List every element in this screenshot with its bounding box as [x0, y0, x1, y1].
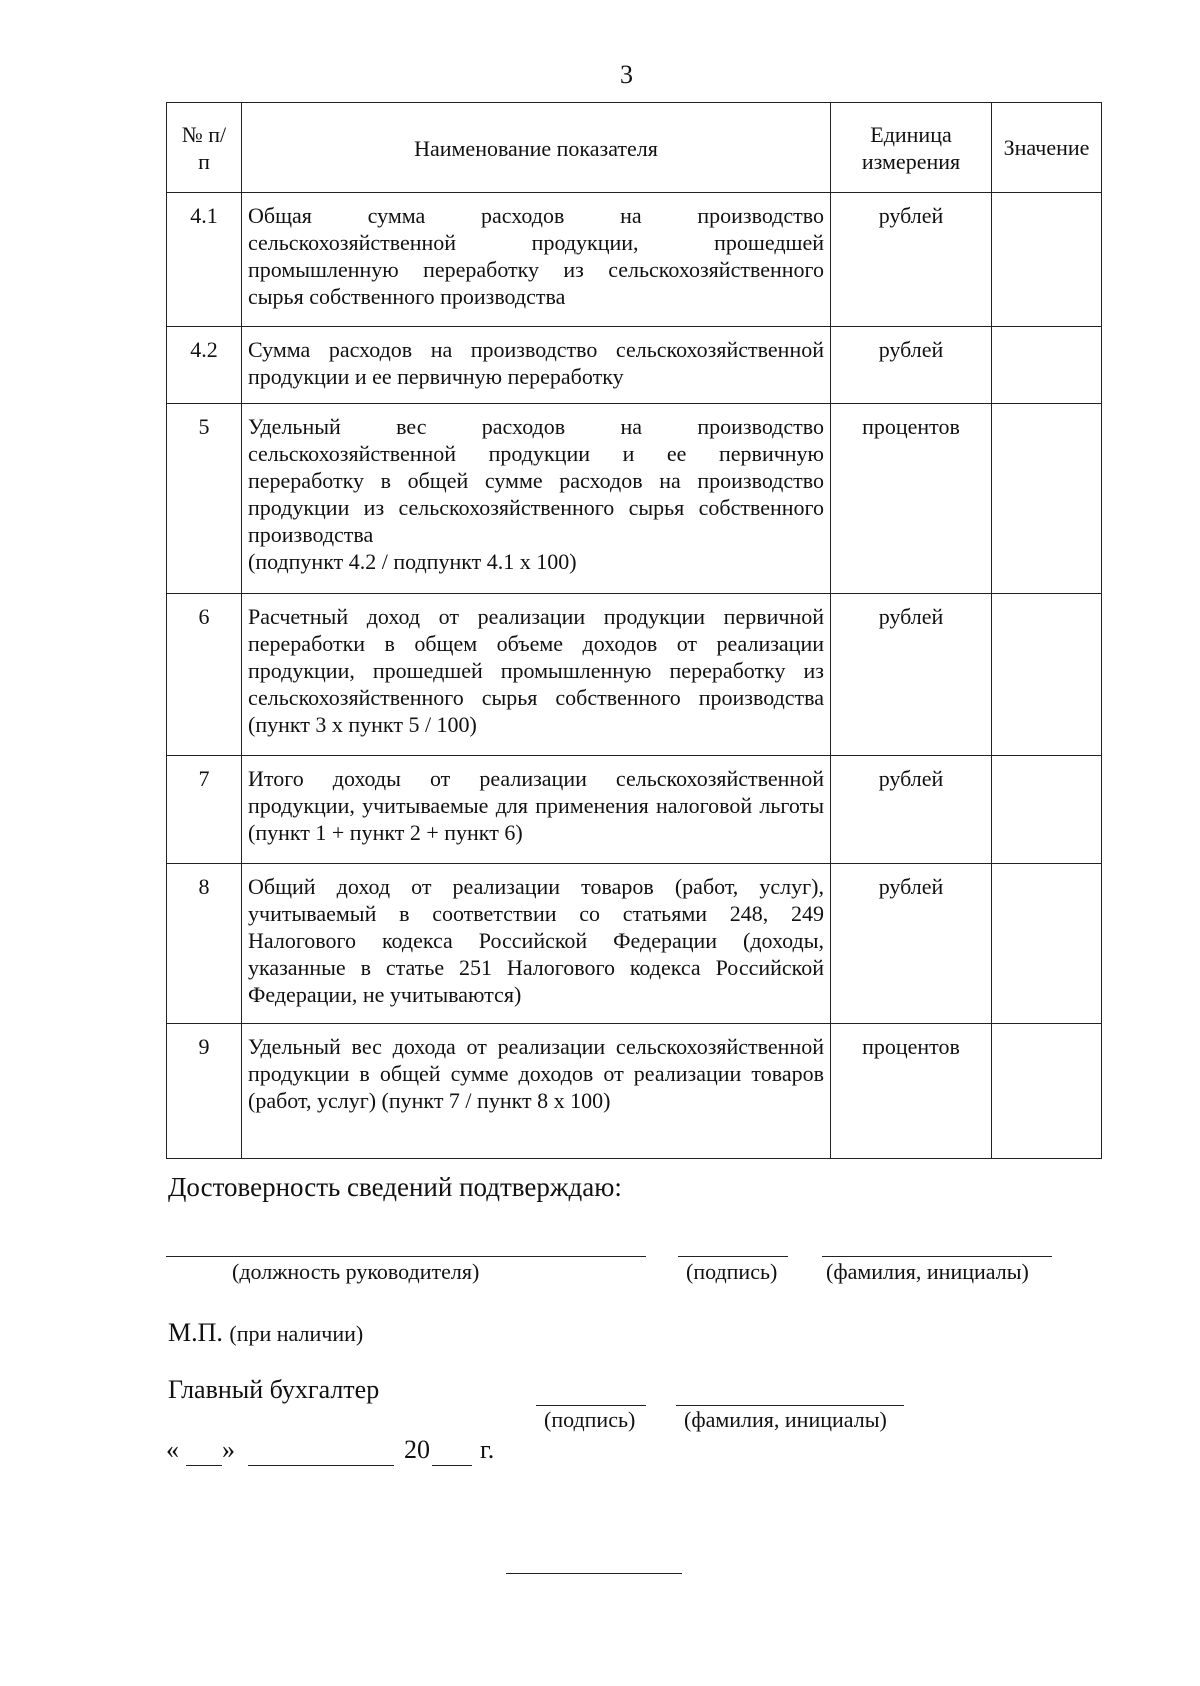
row-unit: рублей [831, 327, 992, 404]
header-value: Значение [992, 103, 1102, 193]
table-row [167, 756, 1102, 864]
date-day-line[interactable] [186, 1465, 222, 1466]
row-num: 6 [167, 594, 242, 756]
acc-signature-line[interactable] [536, 1405, 646, 1406]
row-value[interactable] [992, 404, 1102, 594]
confirmation-statement: Достоверность сведений подтверждаю: [168, 1172, 622, 1202]
row-value[interactable] [992, 1024, 1102, 1159]
position-line[interactable] [166, 1256, 646, 1257]
table-header-row [167, 103, 1102, 193]
end-divider [506, 1573, 682, 1574]
name-caption: (фамилия, инициалы) [826, 1259, 1029, 1284]
chief-accountant-label: Главный бухгалтер [168, 1375, 380, 1404]
date-year-suffix: г. [480, 1435, 495, 1464]
acc-name-caption: (фамилия, инициалы) [684, 1407, 887, 1432]
table-row [167, 327, 1102, 404]
acc-signature-caption: (подпись) [544, 1407, 636, 1432]
stamp-note: (при наличии) [229, 1321, 364, 1346]
row-name: Сумма расходов на производство сельскохозяйственной продукции и ее первичную переработку [242, 327, 831, 404]
row-name: Удельный вес дохода от реализации сельскохозяйственной продукции в общей сумме доходов от реализации товаров (работ, услуг) (пункт 7 / пункт 8 х 100) [242, 1024, 831, 1159]
indicators-table [166, 102, 1102, 1159]
row-unit: рублей [831, 193, 992, 327]
row-value[interactable] [992, 594, 1102, 756]
row-unit: процентов [831, 1024, 992, 1159]
row-name: Удельный вес расходов на производство сельскохозяйственной продукции и ее первичную переработку в общей сумме расходов на производство продукции из сельскохозяйственного сырья собственного производства [248, 414, 824, 547]
date-month-line[interactable] [248, 1465, 394, 1466]
row-num: 7 [167, 756, 242, 864]
date-close-quote: » [222, 1435, 235, 1464]
position-caption: (должность руководителя) [232, 1259, 480, 1284]
row-unit: рублей [831, 594, 992, 756]
row-value[interactable] [992, 327, 1102, 404]
row-value[interactable] [992, 193, 1102, 327]
row-num: 4.1 [167, 193, 242, 327]
row-formula: (подпункт 4.2 / подпункт 4.1 х 100) [248, 549, 577, 574]
header-num: № п/п [167, 103, 242, 193]
table-row [167, 193, 1102, 327]
table-row [167, 1024, 1102, 1159]
table-row [167, 594, 1102, 756]
row-unit: рублей [831, 756, 992, 864]
row-value[interactable] [992, 864, 1102, 1024]
date-year-line[interactable] [432, 1465, 472, 1466]
table-row [167, 864, 1102, 1024]
row-name: Итого доходы от реализации сельскохозяйственной продукции, учитываемые для применения налоговой льготы (пункт 1 + пункт 2 + пункт 6) [242, 756, 831, 864]
date-open-quote: « [166, 1435, 179, 1464]
row-name: Расчетный доход от реализации продукции первичной переработки в общем объеме доходов от реализации продукции, прошедшей промышленную переработку из сельскохозяйственного сырья собственного производства (пункт 3 х пункт 5 / 100) [242, 594, 831, 756]
date-year-prefix: 20 [404, 1435, 430, 1464]
stamp-label [168, 1318, 363, 1348]
page-number: 3 [620, 60, 633, 89]
row-name: Общий доход от реализации товаров (работ, услуг), учитываемый в соответствии со статьями 248, 249 Налогового кодекса Российской Федерации (доходы, указанные в статье 251 Налогового кодекса Российской Федерации, не учитываются) [242, 864, 831, 1024]
row-name: Общая сумма расходов на производство сельскохозяйственной продукции, прошедшей промышленную переработку из сельскохозяйственного сырья собственного производства [242, 193, 831, 327]
table-row [167, 404, 1102, 594]
signature-caption: (подпись) [686, 1259, 778, 1284]
row-name-cell [242, 404, 831, 594]
row-unit: процентов [831, 404, 992, 594]
row-num: 9 [167, 1024, 242, 1159]
row-unit: рублей [831, 864, 992, 1024]
acc-name-line[interactable] [676, 1405, 904, 1406]
row-value[interactable] [992, 756, 1102, 864]
row-num: 4.2 [167, 327, 242, 404]
row-num: 5 [167, 404, 242, 594]
header-unit: Единица измерения [831, 103, 992, 193]
stamp-main: М.П. [168, 1318, 223, 1347]
name-line[interactable] [822, 1256, 1052, 1257]
row-num: 8 [167, 864, 242, 1024]
signature-line[interactable] [678, 1256, 788, 1257]
header-name: Наименование показателя [242, 103, 831, 193]
